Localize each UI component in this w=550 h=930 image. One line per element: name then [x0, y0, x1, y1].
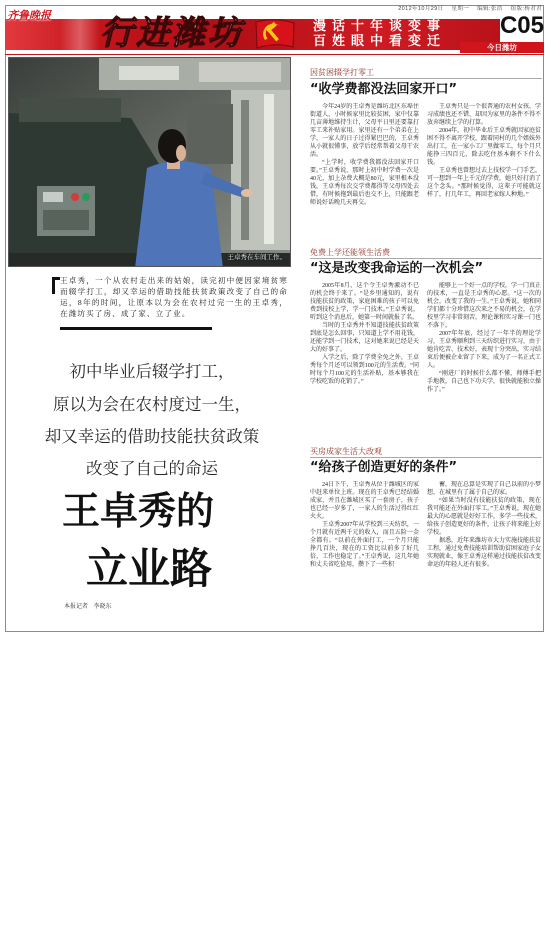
background-machine [187, 104, 233, 164]
pull-quote-line: 却又幸运的借助技能扶贫政策 [44, 427, 260, 446]
body-paragraph: 2004年，初中毕业后王卓秀就因家庭贫困不得不离开学校，跟着同村的几个姐妹外出打工，在一家小工厂里做零工，每个月只能挣三四百元，除去吃住基本剩不下什么钱。 [427, 128, 541, 166]
body-paragraph: 2005年8月，这个令王卓秀激动不已的机会终于来了。“是乡里通知的，说有技能扶贫的政策，家庭困难的孩子可以免费到技校上学，学一门技术。”王卓秀说，听到这个消息后，她第一时间就报了名。 [310, 283, 419, 321]
section-heading: “收学费都没法回家开口” [310, 82, 458, 97]
machine-column-light [264, 94, 274, 244]
headline-line-1: 王卓秀的 [62, 489, 215, 533]
ceiling-light [119, 66, 179, 80]
pull-quote-line: 改变了自己的命运 [86, 459, 218, 478]
pull-quote-line: 初中毕业后辍学打工， [69, 362, 235, 381]
body-paragraph: “如果当时没有技能扶贫的政策，现在我可能还在外面打零工。”王卓秀说，现在她最大的心愿就是好好工作，多学一些技术，给孩子创造更好的条件，让孩子将来能上好学校。 [427, 498, 541, 536]
section-kicker: 因贫困辍学打零工 [310, 68, 542, 79]
panel-button-red [71, 193, 79, 201]
section-body-left [310, 103, 419, 244]
lead-bracket [52, 277, 60, 294]
panel-lower [43, 210, 89, 230]
body-paragraph: 能够上一个好一点的学校，学一门真正的技术，一直是王卓秀的心愿。“这一次的机会，改变了我的一生。”王卓秀说，她和同学们都十分珍惜这次来之不易的机会，在学校里学习非常刻苦，理论课和实习课一门也不落下。 [427, 283, 541, 329]
body-paragraph: 24日下午，王卓秀从位于潍城区的家中赶来单位上班。现在的王卓秀已经结婚成家，并且在潍城区买了一套房子，孩子也已经一岁多了，一家人的生活过得红红火火。 [310, 482, 419, 520]
body-paragraph: 王卓秀也曾想过去上技校学一门手艺，可一想到一年上千元的学费，她只好打消了这个念头。“那时候觉得，这辈子可能就这样了，打几年工，再回老家嫁人种地。” [427, 168, 541, 198]
lead-paragraph: 王卓秀，一个从农村走出来的姑娘，读完初中便因家境贫寒而辍学打工，却又幸运的借助技能扶贫政策改变了自己的命运，8年的时间，让原本以为会在农村过完一生的王卓秀，在潍坊买了房、成了家、立了业。 [60, 276, 288, 318]
section-body-right [427, 481, 541, 628]
body-paragraph: 2007年年底，经过了一年半的理论学习，王卓秀顺利到三天纺织进行实习，由于她肯吃苦、技术好，表现十分突出，实习结束后便被企业留了下来，成为了一名正式工人。 [427, 331, 541, 369]
header-band-highlight [60, 19, 100, 50]
section-heading: “给孩子创造更好的条件” [310, 460, 458, 475]
dateline: 2012年10月29日 星期一 编辑:张浩 组版:杨君君 [398, 6, 542, 12]
section-kicker: 免费上学还能领生活费 [310, 248, 542, 259]
body-paragraph: 当时的王卓秀并不知道技能扶贫政策到底是怎么回事，只知道上学不用花钱，还能学到一门技术，这对她来说已经是天大的好事了。 [310, 323, 419, 353]
header-rule [5, 54, 544, 55]
photo-caption: 王卓秀在车间工作。 [227, 254, 286, 261]
lead-rule [60, 327, 212, 330]
panel-display [43, 192, 63, 202]
body-paragraph: “刚进厂的时候什么都不懂，师傅手把手地教，自己也下功夫学，很快就能独立操作了。” [427, 371, 541, 393]
body-paragraph: 蓄，现在总算是实现了自己以前的小梦想，在城里有了属于自己的家。 [427, 482, 541, 496]
ceiling-panel [199, 62, 281, 82]
section-body-right [427, 103, 541, 244]
newspaper-logo: 齐鲁晚报 [7, 9, 51, 22]
section-heading: “这是改变我命运的一次机会” [310, 261, 484, 276]
photo-illustration [9, 58, 291, 267]
feature-photo [8, 57, 291, 267]
body-paragraph: 今年24岁的王卓秀是潍坊北区东埠住街道人，小时候家里比较贫困，家中仅靠几亩薄地维持生计，父母平日里还要靠打零工来补贴家用。家里还有一个弟弟在上学，一家人的日子过得紧巴巴的，王卓秀从小就很懂事，放学后经常帮着父母干农活。 [310, 104, 419, 158]
loom-top [19, 98, 121, 122]
column-title: 行进潍坊 [100, 13, 244, 52]
slogan-line-2: 百姓眼中看变迁 [313, 34, 447, 49]
hammer-sickle-icon [253, 17, 297, 51]
worker-hand [241, 189, 253, 197]
right-machine [231, 90, 291, 250]
worker-face [176, 145, 186, 161]
page-number: C05 [499, 12, 544, 39]
section-body-right [427, 282, 541, 443]
body-paragraph: 据悉，近年来潍坊市大力实施技能扶贫工程，通过免费技能培训帮助贫困家庭子女实现就业，像王卓秀这样通过技能扶贫改变命运的年轻人还有很多。 [427, 538, 541, 568]
byline: 本报记者 李晓东 [64, 604, 112, 610]
section-kicker: 买房成家生活大改观 [310, 447, 542, 458]
pull-quote-line: 原以为会在农村度过一生， [53, 395, 251, 414]
body-paragraph: 王卓秀只是一个很普通的农村女孩，学习成绩也还不错，却因为家里的条件不得不放弃继续上学的打算。 [427, 104, 541, 126]
panel-button-green [82, 193, 90, 201]
section-body-left [310, 282, 419, 443]
body-paragraph: “上学时，收学费我都没法回家开口要。”王卓秀说，那时上初中时学费一次是40元，加上杂费大概是80元，家里根本没钱，王卓秀每次交学费都得等父母四处去借，有时候拖到最后也交不上，只能跟老师说好话晚几天再交。 [310, 160, 419, 206]
section-body-left [310, 481, 419, 628]
headline-line-2: 立业路 [86, 544, 213, 593]
body-paragraph: 王卓秀2007年从学校到三天纺织，一个月就有近两千元的收入，而且五险一金全都有。“以前在外面打工，一个月只能挣几百块，现在的工资比以前多了好几倍，工作也稳定了。”王卓秀说，这几年她和丈夫省吃俭用，攒下了一些积 [310, 522, 419, 568]
machine-column [241, 100, 249, 240]
slogan-line-1: 漫话十年谈变事 [313, 19, 447, 34]
section-tab: 今日潍坊 [460, 42, 544, 53]
hammer-sickle-icon-graphic [253, 17, 297, 51]
body-paragraph: 入学之后，除了学费全免之外，王卓秀每个月还可以领到100元的生活费。“同时每个月100元的生活补贴，基本够我在学校吃饭的花销了。” [310, 355, 419, 385]
